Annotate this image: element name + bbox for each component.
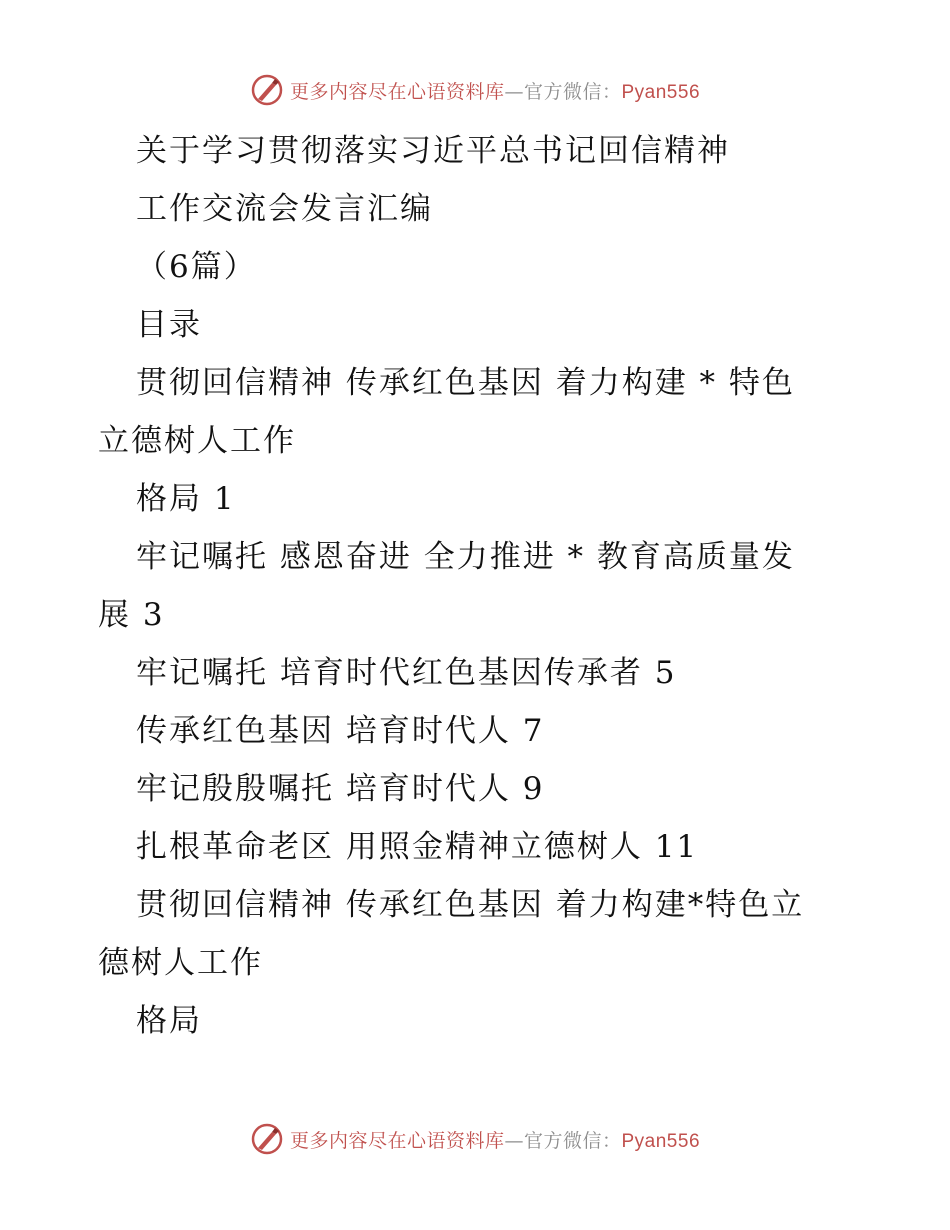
section-title-line-1: 贯彻回信精神 传承红色基因 着力构建*特色立 <box>136 887 805 923</box>
pen-seal-icon <box>250 73 284 107</box>
toc-entry-1-line-1: 贯彻回信精神 传承红色基因 着力构建 * 特色 <box>136 365 795 401</box>
watermark-text <box>290 77 700 104</box>
toc-entry-1-line-3: 格局 1 <box>136 481 236 517</box>
toc-heading: 目录 <box>136 307 202 343</box>
pen-seal-icon <box>250 1122 284 1156</box>
watermark-banner-top <box>0 70 950 110</box>
doc-title-line-2: 工作交流会发言汇编 <box>136 191 433 227</box>
toc-entry-2-line-1: 牢记嘱托 感恩奋进 全力推进 * 教育高质量发 <box>136 539 795 575</box>
watermark-text <box>290 1126 700 1153</box>
document-body <box>98 122 838 1050</box>
watermark-red-text: 更多内容尽在心语资料库 <box>289 80 505 103</box>
watermark-inner <box>250 73 700 107</box>
toc-entry-3: 牢记嘱托 培育时代红色基因传承者 5 <box>136 655 677 691</box>
toc-entry-6: 扎根革命老区 用照金精神立德树人 11 <box>136 829 699 865</box>
watermark-gray-text: —官方微信： <box>504 80 622 103</box>
doc-title-line-1: 关于学习贯彻落实习近平总书记回信精神 <box>136 133 730 169</box>
watermark-banner-bottom <box>0 1119 950 1159</box>
watermark-id-text: Pyan556 <box>621 81 701 103</box>
doc-count: （6篇） <box>136 249 257 285</box>
watermark-red-text: 更多内容尽在心语资料库 <box>289 1129 505 1152</box>
toc-entry-5: 牢记殷殷嘱托 培育时代人 9 <box>136 771 545 807</box>
toc-entry-1-line-2: 立德树人工作 <box>98 423 296 459</box>
watermark-id-text: Pyan556 <box>621 1130 701 1152</box>
section-title-line-2: 德树人工作 <box>98 945 263 981</box>
toc-entry-4: 传承红色基因 培育时代人 7 <box>136 713 545 749</box>
watermark-inner <box>250 1122 700 1156</box>
section-title-line-3: 格局 <box>136 1003 202 1039</box>
watermark-gray-text: —官方微信： <box>504 1129 622 1152</box>
toc-entry-2-line-2: 展 3 <box>98 597 165 633</box>
